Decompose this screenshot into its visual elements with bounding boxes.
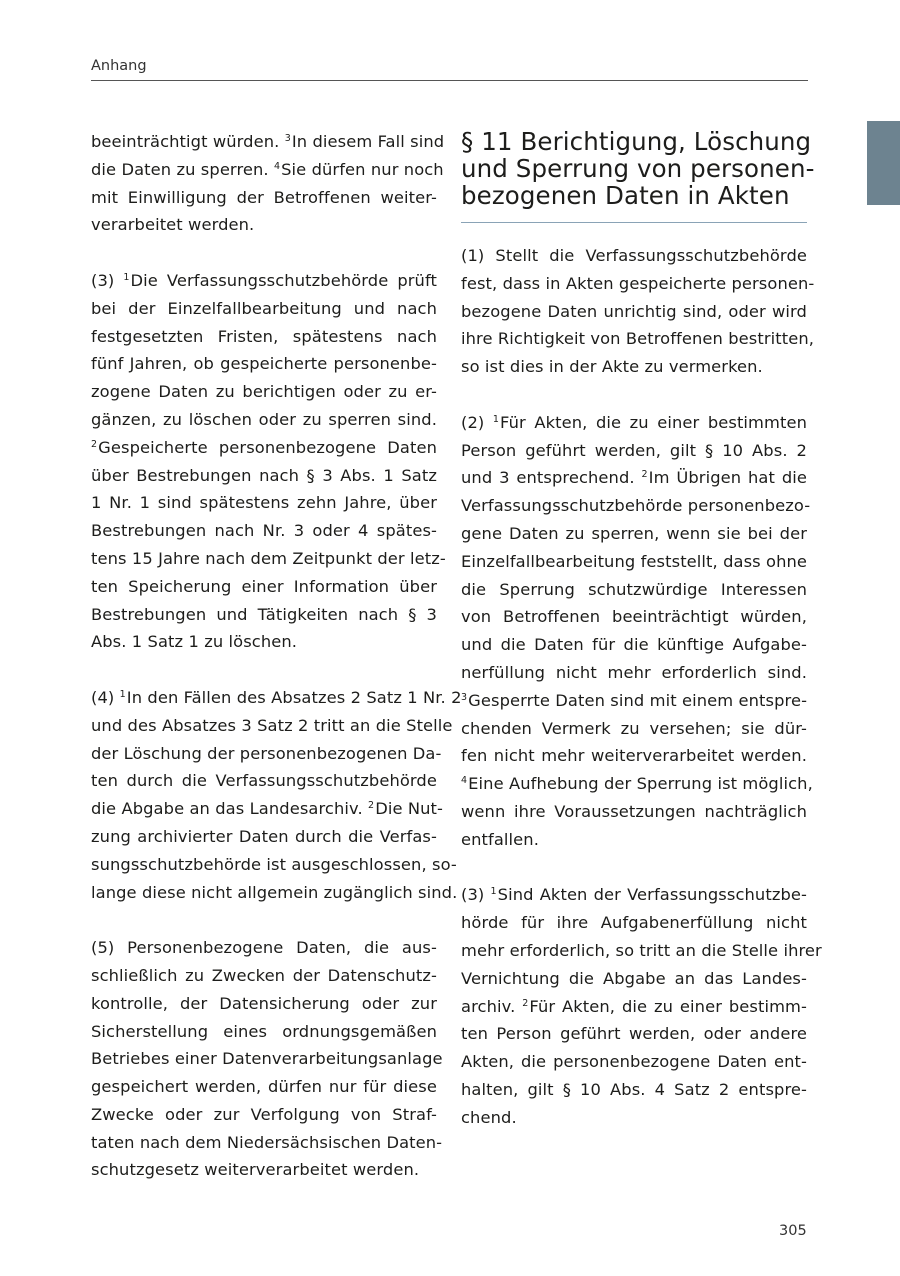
text-line: so ist dies in der Akte zu vermerken. <box>461 357 763 377</box>
text-line: beeinträchtigt würden. $^3$In diesem Fall sind <box>91 132 445 151</box>
text-line: chend. <box>461 1107 517 1127</box>
sentence-number: 1 <box>119 688 126 700</box>
text-line: Abs. 1 Satz 1 zu löschen. <box>91 632 298 652</box>
paragraph-gap <box>91 656 437 684</box>
right-paragraph <box>461 242 815 381</box>
right-column <box>461 127 822 1132</box>
section-heading-line: und Sperrung von personen- <box>461 154 815 183</box>
text-line: schließlich zu Zwecken der Datenschutz- <box>91 965 437 985</box>
section-heading <box>461 127 815 210</box>
header-rule <box>91 80 808 81</box>
text-line: kontrolle, der Datensicherung oder zur <box>91 993 437 1013</box>
left-paragraph <box>91 267 446 656</box>
text-line: hörde für ihre Aufgabenerfüllung nicht <box>461 913 807 933</box>
heading-rule <box>461 222 807 223</box>
page-number: 305 <box>779 1223 807 1239</box>
text-line: (4) $^1$In den Fällen des Absatzes 2 Satz 1 Nr. 2 <box>91 687 462 707</box>
text-line: Bestrebungen und Tätigkeiten nach § 3 <box>91 604 437 624</box>
text-line: bei der Einzelfallbearbeitung und nach <box>91 298 437 318</box>
sentence-number: 3 <box>284 133 291 144</box>
text-line: ten Speicherung einer Information über <box>91 576 437 596</box>
left-paragraph <box>91 128 445 239</box>
section-heading-line: § 11 Berichtigung, Löschung <box>461 127 812 156</box>
text-line: ihre Richtigkeit von Betroffenen bestritten, <box>461 329 815 349</box>
text-line: von Betroffenen beeinträchtigt würden, <box>461 607 807 627</box>
text-line: Person geführt werden, gilt § 10 Abs. 2 <box>461 440 807 460</box>
text-line: lange diese nicht allgemein zugänglich sind. <box>91 882 458 902</box>
sentence-number: 1 <box>123 271 130 283</box>
text-line: $^2$Gespeicherte personenbezogene Daten <box>91 437 437 457</box>
text-line: Zwecke oder zur Verfolgung von Straf- <box>91 1104 437 1124</box>
text-line: chenden Vermerk zu versehen; sie dür- <box>461 718 807 738</box>
paragraph-gap <box>461 381 807 409</box>
text-line: fünf Jahren, ob gespeicherte personenbe- <box>91 354 437 374</box>
text-line: Vernichtung die Abgabe an das Landes- <box>461 968 807 988</box>
text-line: $^4$Eine Aufhebung der Sperrung ist möglich, <box>461 774 813 794</box>
right-paragraph <box>461 409 813 854</box>
text-line: wenn ihre Voraussetzungen nachträglich <box>461 801 807 821</box>
text-line: fen nicht mehr weiterverarbeitet werden. <box>461 746 807 766</box>
text-line: nerfüllung nicht mehr erforderlich sind. <box>461 662 807 682</box>
text-line: (5) Personenbezogene Daten, die aus- <box>91 938 437 958</box>
sentence-number: 2 <box>91 438 98 450</box>
text-line: Bestrebungen nach Nr. 3 oder 4 spätes- <box>91 521 437 541</box>
sentence-number: 1 <box>492 413 500 425</box>
text-line: gespeichert werden, dürfen nur für diese <box>91 1077 437 1097</box>
paragraph-gap <box>91 906 437 934</box>
left-paragraph <box>91 684 462 906</box>
text-line: verarbeitet werden. <box>91 215 255 235</box>
text-line: gene Daten zu sperren, wenn sie bei der <box>461 523 807 543</box>
text-line: festgesetzten Fristen, spätestens nach <box>91 326 437 346</box>
text-line: mehr erforderlich, so tritt an die Stelle ihrer <box>461 940 822 960</box>
text-line: zogene Daten zu berichtigen oder zu er- <box>91 382 437 402</box>
running-header: Anhang <box>91 58 147 74</box>
chapter-side-tab <box>867 121 900 205</box>
text-line: schutzgesetz weiterverarbeitet werden. <box>91 1160 420 1180</box>
text-line: und des Absatzes 3 Satz 2 tritt an die Stelle <box>91 715 453 735</box>
paragraph-gap <box>91 239 437 267</box>
text-line: Einzelfallbearbeitung feststellt, dass ohne <box>461 551 808 571</box>
text-line: tens 15 Jahre nach dem Zeitpunkt der letz- <box>91 548 446 568</box>
section-heading-line: bezogenen Daten in Akten <box>461 181 790 210</box>
text-line: und 3 entsprechend. $^2$Im Übrigen hat die <box>461 468 807 488</box>
text-line: (1) Stellt die Verfassungsschutzbehörde <box>461 246 807 265</box>
sentence-number: 3 <box>461 691 468 703</box>
text-line: Betriebes einer Datenverarbeitungsanlage <box>91 1049 443 1069</box>
text-line: (3) $^1$Die Verfassungsschutzbehörde prüft <box>91 270 438 290</box>
text-line: (2) $^1$Für Akten, die zu einer bestimmten <box>461 412 807 432</box>
text-line: Sicherstellung eines ordnungsgemäßen <box>91 1021 437 1041</box>
sentence-number: 1 <box>490 886 497 898</box>
sentence-number: 4 <box>461 775 468 787</box>
left-paragraph <box>91 934 443 1184</box>
text-line: gänzen, zu löschen oder zu sperren sind. <box>91 409 437 429</box>
text-line: fest, dass in Akten gespeicherte personen- <box>461 273 815 293</box>
sentence-number: 2 <box>368 800 375 812</box>
text-line: $^3$Gesperrte Daten sind mit einem entspre- <box>461 690 808 710</box>
text-line: der Löschung der personenbezogenen Da- <box>91 743 442 763</box>
right-paragraph <box>461 881 822 1131</box>
text-line: Akten, die personenbezogene Daten ent- <box>461 1052 807 1072</box>
sentence-number: 4 <box>273 160 281 172</box>
text-line: taten nach dem Niedersächsischen Daten- <box>91 1132 443 1152</box>
text-line: und die Daten für die künftige Aufgabe- <box>461 635 807 655</box>
paragraph-gap <box>461 854 807 882</box>
text-line: zung archivierter Daten durch die Verfas- <box>91 826 437 846</box>
text-line: (3) $^1$Sind Akten der Verfassungsschutzbe- <box>461 885 808 905</box>
text-line: die Daten zu sperren. $^4$Sie dürfen nur noch <box>91 159 444 179</box>
text-line: die Sperrung schutzwürdige Interessen <box>461 579 807 599</box>
text-line: ten Person geführt werden, oder andere <box>461 1024 807 1044</box>
text-line: bezogene Daten unrichtig sind, oder wird <box>461 301 807 321</box>
text-line: halten, gilt § 10 Abs. 4 Satz 2 entspre- <box>461 1079 807 1099</box>
text-line: die Abgabe an das Landesarchiv. $^2$Die Nut- <box>91 799 443 819</box>
text-line: über Bestrebungen nach § 3 Abs. 1 Satz <box>91 465 437 485</box>
text-line: archiv. $^2$Für Akten, die zu einer bestimm- <box>461 996 807 1016</box>
sentence-number: 2 <box>641 469 648 481</box>
right-paragraphs <box>461 242 822 1132</box>
text-line: Verfassungsschutzbehörde personenbezo- <box>461 496 811 516</box>
text-line: mit Einwilligung der Betroffenen weiter- <box>91 187 437 207</box>
text-line: 1 Nr. 1 sind spätestens zehn Jahre, über <box>91 493 437 513</box>
sentence-number: 2 <box>522 997 529 1009</box>
left-column <box>91 128 462 1184</box>
text-line: entfallen. <box>461 829 539 849</box>
text-line: sungsschutzbehörde ist ausgeschlossen, so- <box>91 854 457 874</box>
text-line: ten durch die Verfassungsschutzbehörde <box>91 771 437 791</box>
